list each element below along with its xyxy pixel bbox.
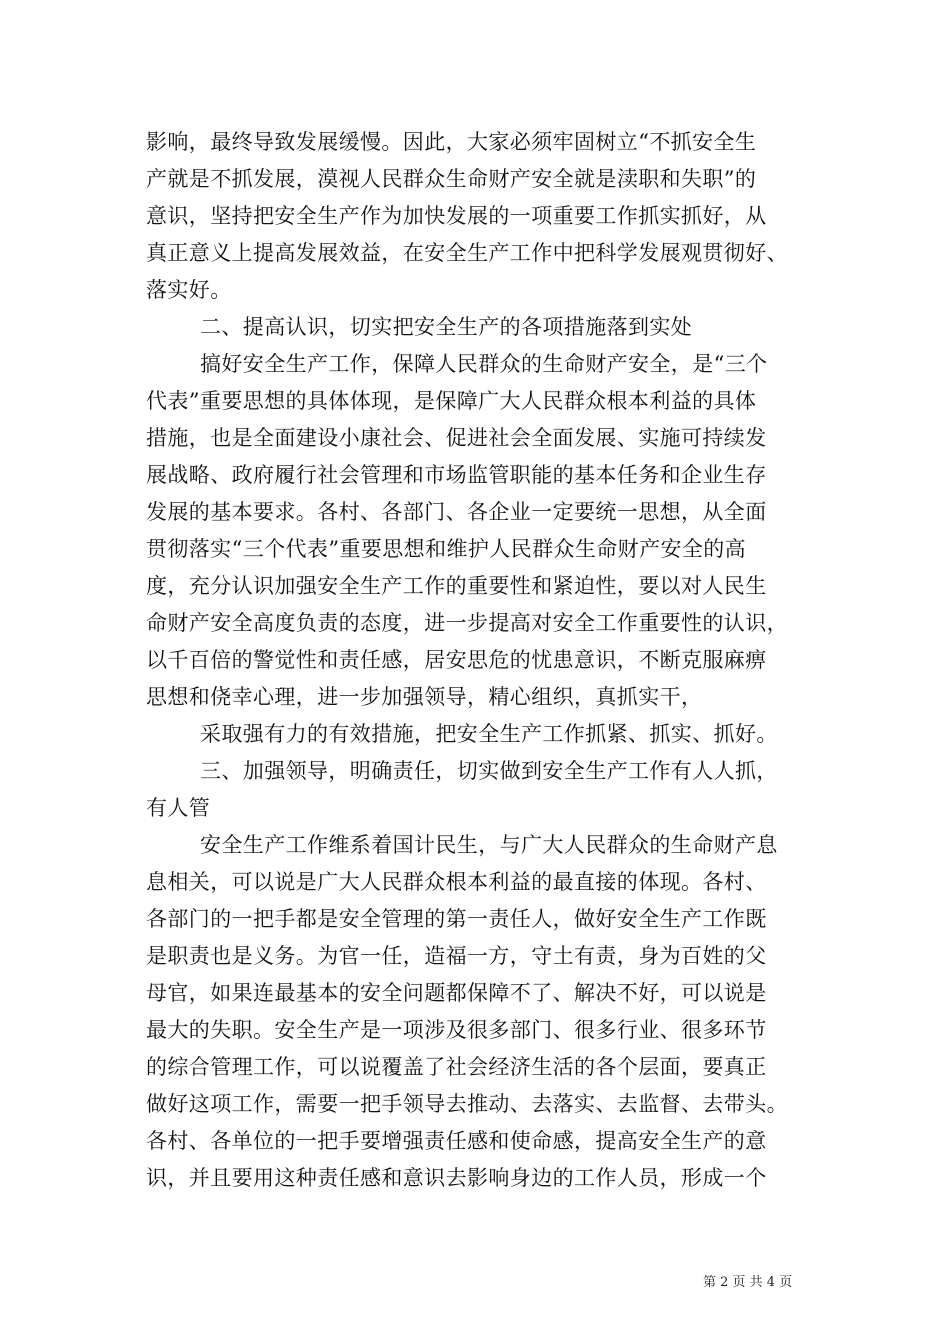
- page-number-footer: 第 2 页 共 4 页: [703, 1275, 793, 1290]
- text-line: 贯彻落实“三个代表”重要思想和维护人民群众生命财产安全的高: [146, 537, 747, 561]
- text-line: 落实好。: [146, 278, 232, 302]
- text-line: 采取强有力的有效措施，把安全生产工作抓紧、抓实、抓好。: [200, 722, 778, 746]
- text-line: 的综合管理工作，可以说覆盖了社会经济生活的各个层面，要真正: [146, 1055, 767, 1079]
- section-heading: 二、提高认识，切实把安全生产的各项措施落到实处: [200, 315, 693, 339]
- text-line: 展战略、政府履行社会管理和市场监管职能的基本任务和企业生存: [146, 463, 767, 487]
- text-line: 思想和侥幸心理，进一步加强领导，精心组织，真抓实干，: [146, 685, 703, 709]
- text-line: 做好这项工作，需要一把手领导去推动、去落实、去监督、去带头。: [146, 1092, 788, 1116]
- text-line: 最大的失职。安全生产是一项涉及很多部门、很多行业、很多环节: [146, 1018, 767, 1042]
- text-line: 影响，最终导致发展缓慢。因此，大家必须牢固树立“不抓安全生: [146, 130, 757, 154]
- section-heading-continued: 有人管: [146, 796, 211, 820]
- text-line: 以千百倍的警觉性和责任感，居安思危的忧患意识，不断克服麻痹: [146, 648, 767, 672]
- text-line: 发展的基本要求。各村、各部门、各企业一定要统一思想，从全面: [146, 500, 767, 524]
- text-line: 母官，如果连最基本的安全问题都保障不了、解决不好，可以说是: [146, 981, 767, 1005]
- text-line: 度，充分认识加强安全生产工作的重要性和紧迫性，要以对人民生: [146, 574, 767, 598]
- text-line: 命财产安全高度负责的态度，进一步提高对安全工作重要性的认识，: [146, 611, 788, 635]
- text-line: 息相关，可以说是广大人民群众根本利益的最直接的体现。各村、: [146, 870, 767, 894]
- text-line: 搞好安全生产工作，保障人民群众的生命财产安全，是“三个: [200, 352, 768, 376]
- text-line: 措施，也是全面建设小康社会、促进社会全面发展、实施可持续发: [146, 426, 767, 450]
- text-line: 各部门的一把手都是安全管理的第一责任人，做好安全生产工作既: [146, 907, 767, 931]
- text-line: 是职责也是义务。为官一任，造福一方，守土有责，身为百姓的父: [146, 944, 767, 968]
- section-heading: 三、加强领导，明确责任，切实做到安全生产工作有人人抓，: [200, 759, 778, 783]
- text-line: 真正意义上提高发展效益，在安全生产工作中把科学发展观贯彻好、: [146, 241, 788, 265]
- text-line: 各村、各单位的一把手要增强责任感和使命感，提高安全生产的意: [146, 1129, 767, 1153]
- text-line: 代表”重要思想的具体体现，是保障广大人民群众根本利益的具体: [146, 389, 757, 413]
- text-line: 意识，坚持把安全生产作为加快发展的一项重要工作抓实抓好，从: [146, 204, 767, 228]
- text-line: 识，并且要用这种责任感和意识去影响身边的工作人员，形成一个: [146, 1166, 767, 1190]
- text-line: 产就是不抓发展，漠视人民群众生命财产安全就是渎职和失职”的: [146, 167, 757, 191]
- text-line: 安全生产工作维系着国计民生，与广大人民群众的生命财产息: [200, 833, 778, 857]
